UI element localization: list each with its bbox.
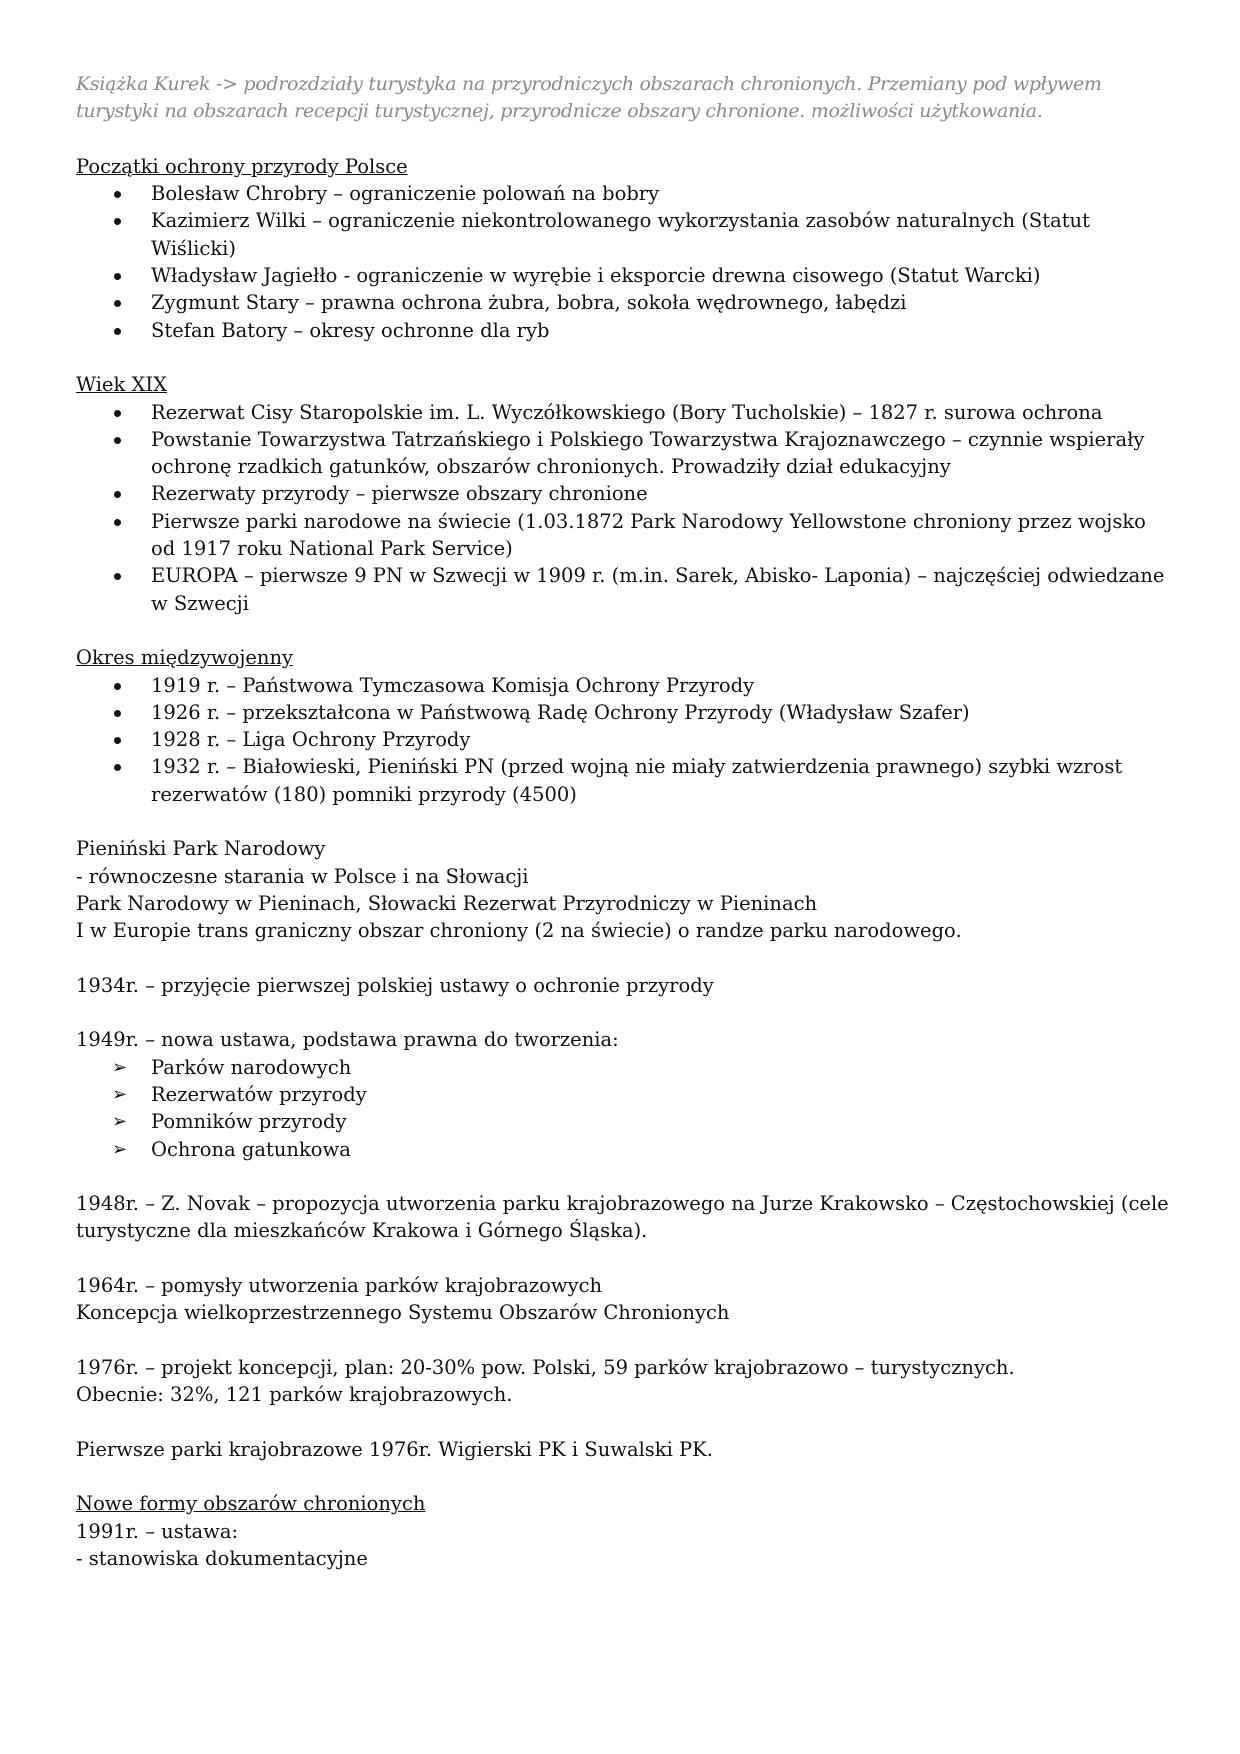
bullet-list: [76, 180, 1176, 344]
paragraph-line: Koncepcja wielkoprzestrzennego Systemu Obszarów Chronionych: [76, 1301, 730, 1325]
paragraph-line: - stanowiska dokumentacyjne: [76, 1547, 368, 1571]
paragraph-line: 1991r. – ustawa:: [76, 1519, 239, 1543]
paragraph-line: - równoczesne starania w Polsce i na Słowacji: [76, 864, 529, 888]
list-item: ➢ Ochrona gatunkowa: [76, 1136, 1176, 1163]
paragraph-line: I w Europie trans graniczny obszar chroniony (2 na świecie) o randze parku narodowego.: [76, 919, 962, 943]
section-heading: Nowe formy obszarów chronionych: [76, 1492, 426, 1516]
list-item: ➢ Pomników przyrody: [76, 1108, 1176, 1135]
list-item: 1932 r. – Białowieski, Pieniński PN (przed wojną nie miały zatwierdzenia prawnego) szybki wzrost rezerwatów (180) pomniki przyrody (4500): [76, 753, 1176, 808]
list-item: ➢ Parków narodowych: [76, 1054, 1176, 1081]
list-item: Kazimierz Wilki – ograniczenie niekontrolowanego wykorzystania zasobów naturalnych (Statut Wiślicki): [76, 207, 1176, 262]
section-heading: Początki ochrony przyrody Polsce: [76, 154, 408, 178]
list-item: Bolesław Chrobry – ograniczenie polowań na bobry: [76, 180, 1176, 207]
paragraph: Pierwsze parki krajobrazowe 1976r. Wigierski PK i Suwalski PK.: [76, 1437, 713, 1461]
list-item: Stefan Batory – okresy ochronne dla ryb: [76, 317, 1176, 344]
arrow-list: [76, 1054, 1176, 1163]
list-item: Powstanie Towarzystwa Tatrzańskiego i Polskiego Towarzystwa Krajoznawczego – czynnie wspierały ochronę rzadkich gatunków, obszarów chronionych. Prowadziły dział edukacyjny: [76, 426, 1176, 481]
list-item: Rezerwaty przyrody – pierwsze obszary chronione: [76, 480, 1176, 507]
document-page: [76, 71, 1176, 1572]
paragraph: 1949r. – nowa ustawa, podstawa prawna do tworzenia:: [76, 1028, 619, 1052]
list-item: ➢ Rezerwatów przyrody: [76, 1081, 1176, 1108]
list-item: 1919 r. – Państwowa Tymczasowa Komisja Ochrony Przyrody: [76, 672, 1176, 699]
list-item: Rezerwat Cisy Staropolskie im. L. Wyczółkowskiego (Bory Tucholskie) – 1827 r. surowa ochrona: [76, 399, 1176, 426]
list-item: EUROPA – pierwsze 9 PN w Szwecji w 1909 r. (m.in. Sarek, Abisko- Laponia) – najczęściej odwiedzane w Szwecji: [76, 562, 1176, 617]
paragraph-line: Obecnie: 32%, 121 parków krajobrazowych.: [76, 1383, 513, 1407]
paragraph-line: 1976r. – projekt koncepcji, plan: 20-30% pow. Polski, 59 parków krajobrazowo – turystycznych.: [76, 1355, 1015, 1379]
list-item: 1926 r. – przekształcona w Państwową Radę Ochrony Przyrody (Władysław Szafer): [76, 699, 1176, 726]
paragraph: 1948r. – Z. Novak – propozycja utworzenia parku krajobrazowego na Jurze Krakowsko – Częstochowskiej (cele turystyczne dla mieszkańców Krakowa i Górnego Śląska).: [76, 1192, 1169, 1243]
list-item: Pierwsze parki narodowe na świecie (1.03.1872 Park Narodowy Yellowstone chroniony przez wojsko od 1917 roku National Park Service): [76, 508, 1176, 563]
paragraph-line: Park Narodowy w Pieninach, Słowacki Rezerwat Przyrodniczy w Pieninach: [76, 891, 818, 915]
list-item: 1928 r. – Liga Ochrony Przyrody: [76, 726, 1176, 753]
bullet-list: [76, 399, 1176, 617]
section-heading: Wiek XIX: [76, 373, 167, 397]
section-heading: Okres międzywojenny: [76, 646, 294, 670]
paragraph-line: Pieniński Park Narodowy: [76, 837, 326, 861]
intro-note: Książka Kurek -> podrozdziały turystyka na przyrodniczych obszarach chronionych. Przemiany pod wpływem turystyki na obszarach recepcji turystycznej, przyrodnicze obszary chronione. możliwości użytkowania.: [76, 73, 1102, 123]
paragraph: 1934r. – przyjęcie pierwszej polskiej ustawy o ochronie przyrody: [76, 973, 714, 997]
list-item: Zygmunt Stary – prawna ochrona żubra, bobra, sokoła wędrownego, łabędzi: [76, 289, 1176, 316]
paragraph-line: 1964r. – pomysły utworzenia parków krajobrazowych: [76, 1274, 603, 1298]
bullet-list: [76, 672, 1176, 808]
list-item: Władysław Jagiełło - ograniczenie w wyrębie i eksporcie drewna cisowego (Statut Warcki): [76, 262, 1176, 289]
